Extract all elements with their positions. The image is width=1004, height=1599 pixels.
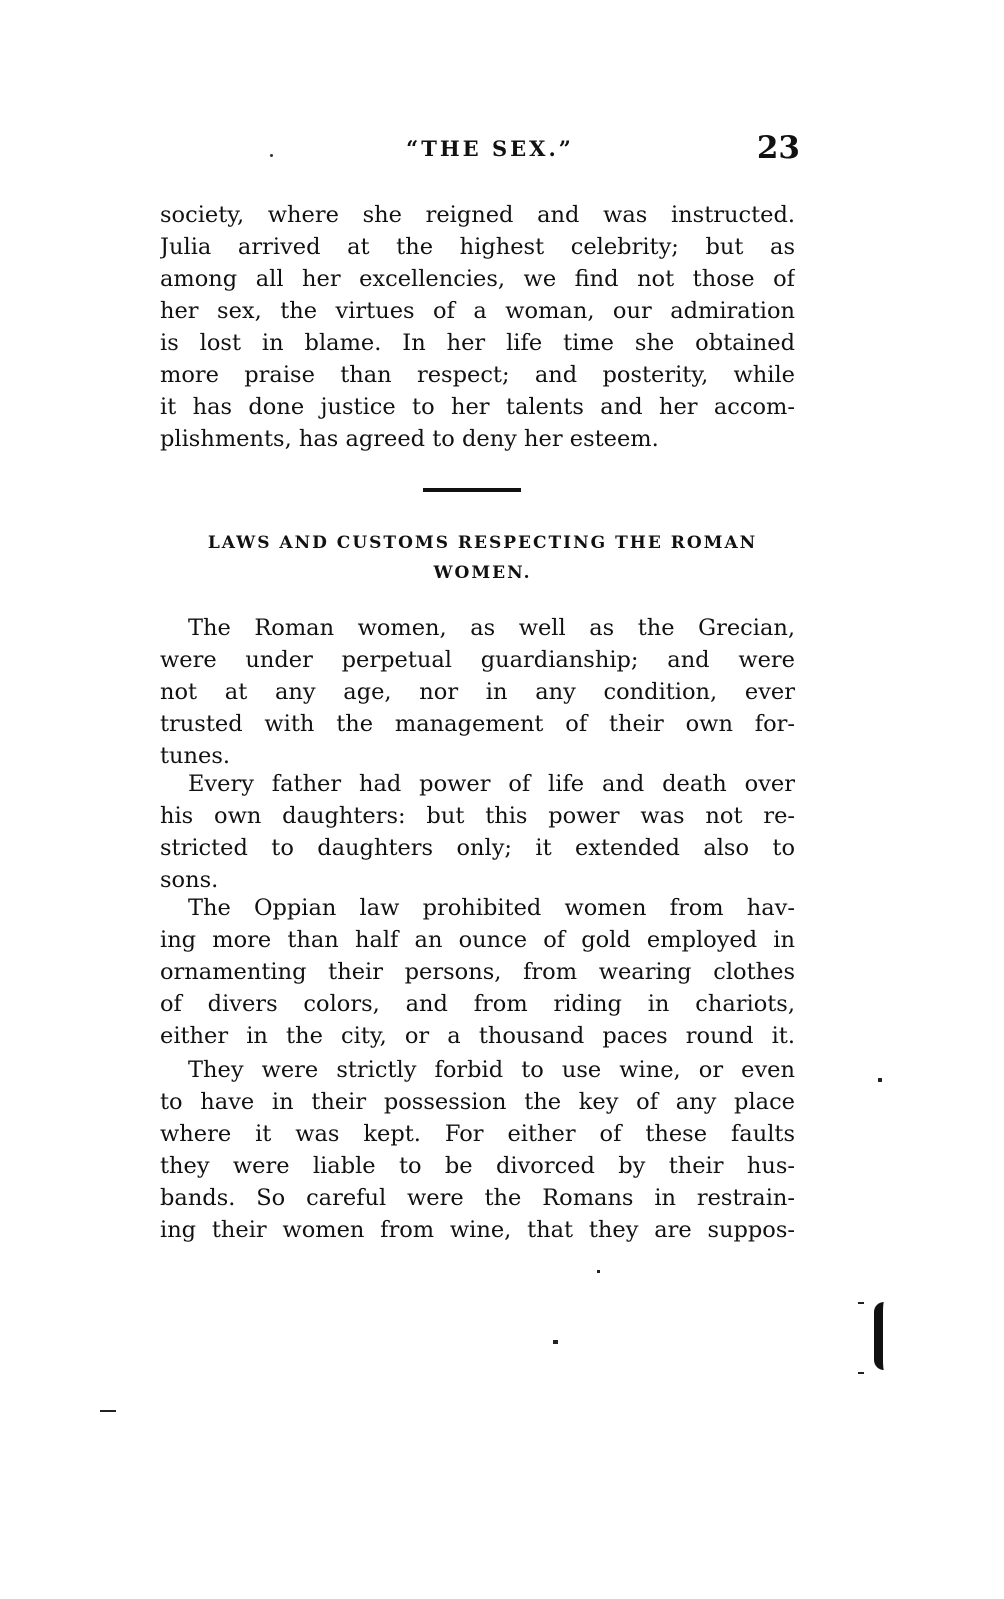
text-line: either in the city, or a thousand paces round it. (160, 1023, 795, 1049)
text-line: ornamenting their persons, from wearing clothes (160, 959, 795, 985)
text-line: to have in their possession the key of any place (160, 1089, 795, 1115)
text-line: trusted with the management of their own for- (160, 711, 795, 737)
text-line: stricted to daughters only; it extended also to (160, 835, 795, 861)
text-line: they were liable to be divorced by their hus- (160, 1153, 795, 1179)
text-line: more praise than respect; and posterity, while (160, 362, 795, 388)
scan-speck (858, 1372, 864, 1374)
margin-bracket (874, 1302, 899, 1370)
scan-speck (100, 1410, 116, 1412)
text-line: Every father had power of life and death over (188, 771, 795, 797)
section-heading: LAWS AND CUSTOMS RESPECTING THE ROMAN (207, 533, 758, 553)
text-line: The Oppian law prohibited women from hav- (188, 895, 795, 921)
scan-speck (597, 1270, 600, 1273)
text-line: tunes. (160, 743, 231, 769)
header-dot (270, 154, 273, 157)
text-line: The Roman women, as well as the Grecian, (188, 615, 795, 641)
text-line: They were strictly forbid to use wine, or even (188, 1057, 795, 1083)
section-heading: WOMEN. (433, 563, 532, 583)
text-line: of divers colors, and from riding in chariots, (160, 991, 795, 1017)
section-divider (423, 488, 521, 492)
text-line: ing more than half an ounce of gold employed in (160, 927, 795, 953)
text-line: plishments, has agreed to deny her esteem. (160, 426, 659, 452)
running-title: “THE SEX.” (406, 136, 574, 161)
text-line: his own daughters: but this power was not re- (160, 803, 795, 829)
text-line: among all her excellencies, we find not those of (160, 266, 795, 292)
text-line: Julia arrived at the highest celebrity; but as (160, 234, 795, 260)
page-number: 23 (756, 130, 800, 166)
text-line: society, where she reigned and was instructed. (160, 202, 795, 228)
text-line: not at any age, nor in any condition, ever (160, 679, 795, 705)
text-line: where it was kept. For either of these faults (160, 1121, 795, 1147)
text-line: is lost in blame. In her life time she obtained (160, 330, 795, 356)
text-line: were under perpetual guardianship; and were (160, 647, 795, 673)
scan-speck (858, 1302, 864, 1304)
text-line: it has done justice to her talents and her accom- (160, 394, 795, 420)
text-line: her sex, the virtues of a woman, our admiration (160, 298, 795, 324)
scan-speck (553, 1340, 558, 1344)
text-line: sons. (160, 867, 219, 893)
scan-speck (878, 1078, 882, 1082)
text-line: bands. So careful were the Romans in restrain- (160, 1185, 795, 1211)
text-line: ing their women from wine, that they are suppos- (160, 1217, 795, 1243)
